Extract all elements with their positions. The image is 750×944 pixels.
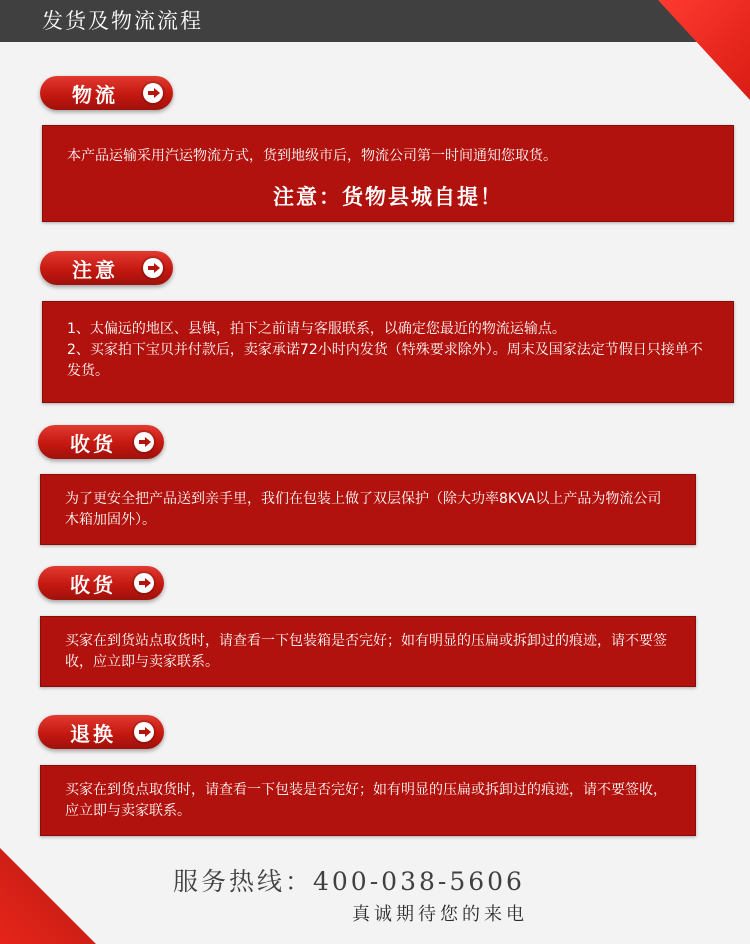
section-tab-receive-check — [38, 566, 164, 600]
service-hotline: 服务热线：400-038-5606 — [173, 867, 525, 896]
page-title: 发货及物流流程 — [42, 9, 203, 33]
section-note: 注意：货物县城自提！ — [273, 185, 503, 209]
section-text: 本产品运输采用汽运物流方式，货到地级市后，物流公司第一时间通知您取货。 — [67, 148, 557, 164]
section-text: 买家在到货站点取货时，请查看一下包装箱是否完好；如有明显的压扁或拆卸过的痕迹，请不要签收，应立即与卖家联系。 — [65, 633, 667, 670]
section-text: 1、太偏远的地区、县镇，拍下之前请与客服联系，以确定您最近的物流运输点。 — [67, 321, 566, 337]
section-label: 退换 — [70, 721, 116, 746]
section-box-logistics — [42, 125, 734, 222]
section-text: 为了更安全把产品送到亲手里，我们在包装上做了双层保护（除大功率8KVA以上产品为物流公司木箱加固外）。 — [65, 491, 662, 528]
section-box-return — [40, 765, 696, 836]
section-box-receive-packaging — [40, 474, 696, 545]
section-label: 物流 — [72, 82, 118, 107]
section-box-notice — [42, 301, 734, 403]
section-tab-receive-packaging — [38, 425, 164, 459]
section-tab-notice — [40, 251, 173, 285]
section-tab-return — [38, 715, 164, 749]
welcome-message: 真诚期待您的来电 — [352, 904, 528, 925]
header-bar — [0, 0, 750, 42]
arrow-right-circle-icon — [134, 573, 154, 593]
arrow-right-circle-icon — [134, 432, 154, 452]
section-tab-logistics — [40, 76, 173, 110]
section-label: 收货 — [70, 572, 116, 597]
section-text: 2、买家拍下宝贝并付款后，卖家承诺72小时内发货（特殊要求除外）。周末及国家法定节假日只接单不发货。 — [67, 342, 703, 379]
corner-decoration-bottom-left — [0, 848, 96, 944]
arrow-right-circle-icon — [143, 258, 163, 278]
section-text: 买家在到货点取货时，请查看一下包装是否完好；如有明显的压扁或拆卸过的痕迹，请不要签收，应立即与卖家联系。 — [65, 782, 667, 819]
arrow-right-circle-icon — [134, 722, 154, 742]
section-label: 收货 — [70, 431, 116, 456]
section-label: 注意 — [72, 257, 118, 282]
arrow-right-circle-icon — [143, 83, 163, 103]
section-box-receive-check — [40, 616, 696, 687]
